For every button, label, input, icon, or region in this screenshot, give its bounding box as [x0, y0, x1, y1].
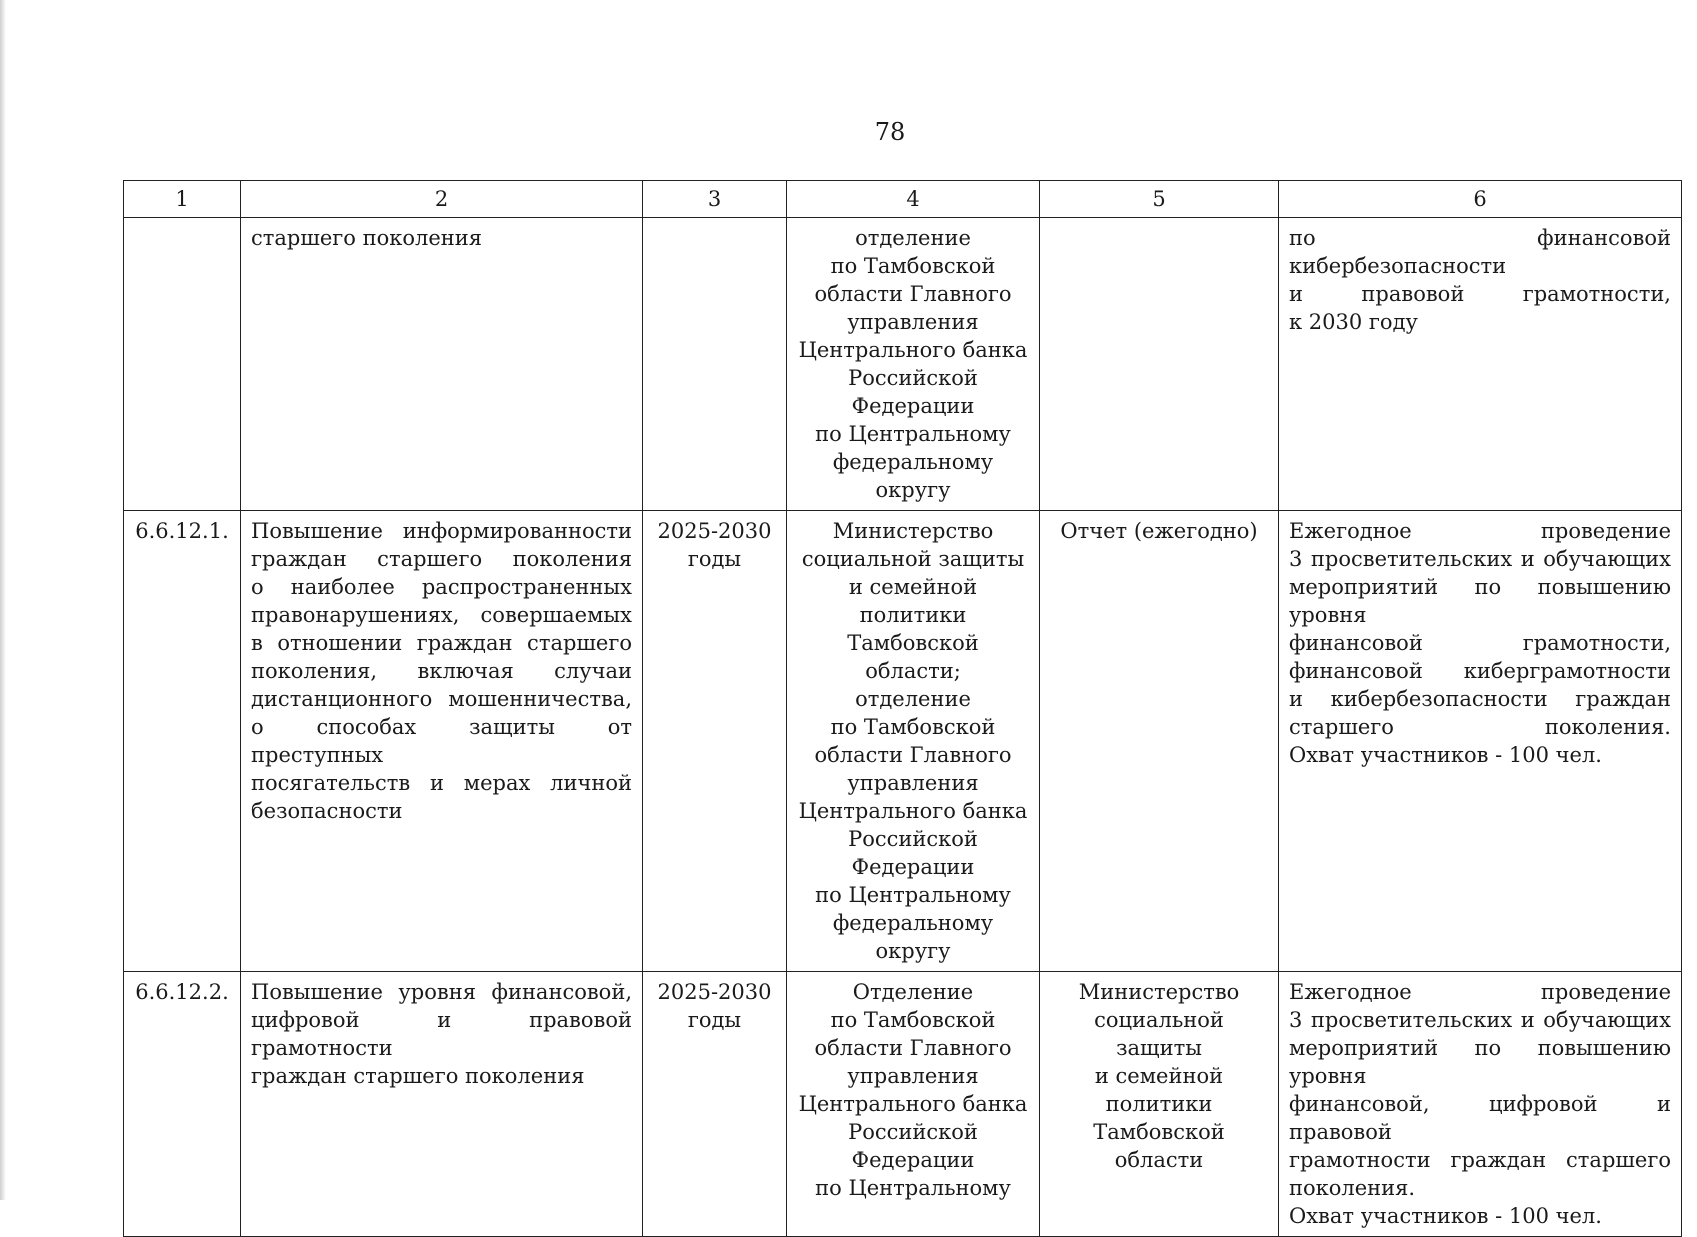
text-line: Центрального банка — [798, 1092, 1028, 1116]
text-line: Ежегодное проведение — [1289, 980, 1671, 1004]
text-line: 3 просветительских и обучающих — [1289, 1008, 1671, 1032]
text-line: дистанционного мошенничества, — [251, 687, 632, 711]
text-line: и семейной — [1094, 1064, 1224, 1088]
text-line: мероприятий по повышению уровня — [1289, 575, 1671, 627]
text-line: посягательств и мерах личной — [251, 771, 632, 795]
text-line: и кибербезопасности граждан — [1289, 687, 1671, 711]
text-line: по Центральному — [815, 883, 1011, 907]
header-cell: 6 — [1279, 181, 1682, 218]
cell-activity-name — [241, 972, 643, 1237]
table-row — [124, 511, 1682, 972]
text-line: Федерации — [851, 394, 975, 418]
text-line: граждан старшего поколения — [251, 547, 632, 571]
text-line: Министерство — [832, 519, 994, 543]
text-line: управления — [847, 310, 979, 334]
cell-responsible — [787, 972, 1040, 1237]
plan-table — [123, 180, 1682, 1237]
cell-responsible — [787, 218, 1040, 511]
text-line: по Центральному — [815, 1176, 1011, 1200]
cell-report-form — [1040, 511, 1279, 972]
cell-item-number: 6.6.12.1. — [124, 511, 241, 972]
text-line: поколения, включая случаи — [251, 659, 632, 683]
table-header-row — [124, 181, 1682, 218]
text-line: в отношении граждан старшего — [251, 631, 632, 655]
page-number: 78 — [874, 118, 906, 146]
text-line: Повышение информированности — [251, 519, 632, 543]
table-row — [124, 972, 1682, 1237]
scan-edge — [0, 0, 6, 1200]
text-line: Российской — [848, 1120, 978, 1144]
text-line: старшего поколения — [251, 226, 483, 250]
cell-period — [643, 972, 787, 1237]
text-line: и правовой грамотности, — [1289, 282, 1671, 306]
text-line: Тамбовской области; — [847, 631, 979, 683]
text-line: по финансовой кибербезопасности — [1289, 226, 1671, 278]
text-line: Охват участников - 100 чел. — [1289, 1204, 1602, 1228]
text-line: отделение — [855, 687, 971, 711]
text-line: федеральному округу — [832, 450, 994, 502]
cell-period — [643, 511, 787, 972]
text-line: Ежегодное проведение — [1289, 519, 1671, 543]
text-line: о наиболее распространенных — [251, 575, 632, 599]
text-line: финансовой грамотности, — [1289, 631, 1671, 655]
cell-item-number — [124, 218, 241, 511]
text-line: федеральному округу — [832, 911, 994, 963]
text-line: годы — [687, 547, 742, 571]
text-line: по Центральному — [815, 422, 1011, 446]
cell-expected-result — [1279, 511, 1682, 972]
text-line: и семейной политики — [848, 575, 978, 627]
text-line: годы — [687, 1008, 742, 1032]
text-line: управления — [847, 771, 979, 795]
text-line: граждан старшего поколения — [251, 1064, 585, 1088]
text-line: Центрального банка — [798, 799, 1028, 823]
text-line: Российской — [848, 827, 978, 851]
cell-expected-result — [1279, 972, 1682, 1237]
text-line: управления — [847, 1064, 979, 1088]
text-line: Отчет (ежегодно) — [1060, 519, 1258, 543]
text-line: Тамбовской области — [1093, 1120, 1225, 1172]
text-line: области Главного — [814, 282, 1012, 306]
text-line: о способах защиты от преступных — [251, 715, 632, 767]
text-line: 2025-2030 — [657, 980, 772, 1004]
text-line: Министерство — [1078, 980, 1240, 1004]
text-line: 3 просветительских и обучающих — [1289, 547, 1671, 571]
cell-period — [643, 218, 787, 511]
text-line: социальной защиты — [1094, 1008, 1224, 1060]
text-line: Российской — [848, 366, 978, 390]
text-line: цифровой и правовой грамотности — [251, 1008, 632, 1060]
text-line: финансовой, цифровой и правовой — [1289, 1092, 1671, 1144]
cell-activity-name — [241, 511, 643, 972]
text-line: 2025-2030 — [657, 519, 772, 543]
text-line: Отделение — [852, 980, 974, 1004]
text-line: Федерации — [851, 1148, 975, 1172]
table-row — [124, 218, 1682, 511]
text-line: социальной защиты — [801, 547, 1025, 571]
text-line: Центрального банка — [798, 338, 1028, 362]
text-line: по Тамбовской — [830, 715, 996, 739]
cell-report-form — [1040, 972, 1279, 1237]
text-line: к 2030 году — [1289, 310, 1418, 334]
text-line: области Главного — [814, 1036, 1012, 1060]
cell-responsible — [787, 511, 1040, 972]
cell-report-form — [1040, 218, 1279, 511]
header-cell: 5 — [1040, 181, 1279, 218]
text-line: Охват участников - 100 чел. — [1289, 743, 1602, 767]
text-line: безопасности — [251, 799, 403, 823]
text-line: по Тамбовской — [830, 254, 996, 278]
text-line: отделение — [855, 226, 971, 250]
text-line: поколения. — [1289, 1176, 1416, 1200]
text-line: области Главного — [814, 743, 1012, 767]
text-line: политики — [1105, 1092, 1213, 1116]
text-line: старшего поколения. — [1289, 715, 1671, 739]
text-line: Федерации — [851, 855, 975, 879]
cell-activity-name — [241, 218, 643, 511]
cell-expected-result — [1279, 218, 1682, 511]
cell-item-number: 6.6.12.2. — [124, 972, 241, 1237]
text-line: грамотности граждан старшего — [1289, 1148, 1671, 1172]
text-line: мероприятий по повышению уровня — [1289, 1036, 1671, 1088]
header-cell: 2 — [241, 181, 643, 218]
text-line: финансовой киберграмотности — [1289, 659, 1671, 683]
header-cell: 1 — [124, 181, 241, 218]
text-line: по Тамбовской — [830, 1008, 996, 1032]
text-line: Повышение уровня финансовой, — [251, 980, 632, 1004]
text-line: правонарушениях, совершаемых — [251, 603, 632, 627]
header-cell: 3 — [643, 181, 787, 218]
header-cell: 4 — [787, 181, 1040, 218]
